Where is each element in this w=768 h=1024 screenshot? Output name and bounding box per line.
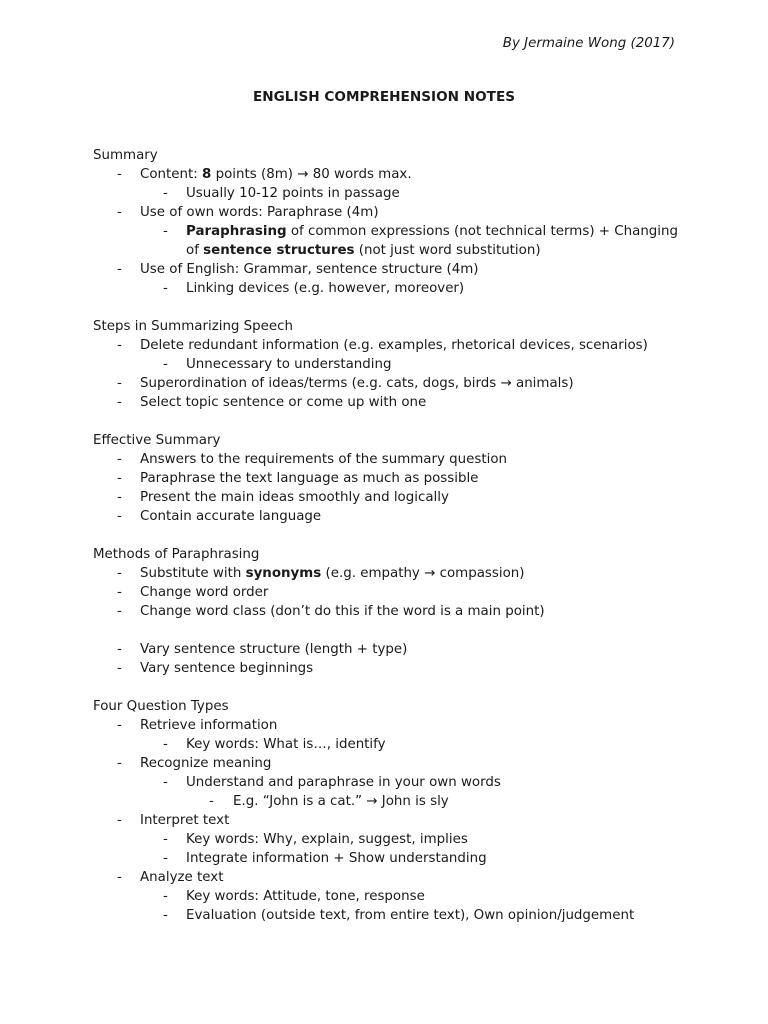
list-item: - Vary sentence structure (length + type) <box>117 642 408 657</box>
document-title: ENGLISH COMPREHENSION NOTES <box>252 89 516 105</box>
list-item: - Key words: Attitude, tone, response <box>163 889 425 904</box>
list-item: - Retrieve information <box>117 718 278 733</box>
list-item: - Substitute with synonyms (e.g. empathy → compassion) <box>117 566 525 581</box>
section-summary <box>93 146 693 298</box>
list-item: - Integrate information + Show understanding <box>163 851 487 866</box>
section-heading: Methods of Paraphrasing <box>93 547 260 562</box>
list-item: - Interpret text <box>117 813 230 828</box>
list-item: - Content: 8 points (8m) → 80 words max. <box>117 167 412 182</box>
list-item: - Key words: What is…, identify <box>163 737 386 752</box>
list-item: - Present the main ideas smoothly and logically <box>117 490 449 505</box>
list-item: - Delete redundant information (e.g. examples, rhetorical devices, scenarios) <box>117 338 648 353</box>
list-item: - Change word order <box>117 585 269 600</box>
list-item: - Recognize meaning <box>117 756 272 771</box>
section-paraphrasing <box>93 545 693 678</box>
list-item: - Analyze text <box>117 870 224 885</box>
list-item: - Use of own words: Paraphrase (4m) <box>117 205 379 220</box>
list-item: - Select topic sentence or come up with one <box>117 395 427 410</box>
section-heading: Steps in Summarizing Speech <box>93 319 294 334</box>
list-item: - Contain accurate language <box>117 509 322 524</box>
section-heading: Four Question Types <box>93 699 229 714</box>
list-item: - Understand and paraphrase in your own words <box>163 775 501 790</box>
author-line: By Jermaine Wong (2017) <box>502 36 675 51</box>
list-item: - Use of English: Grammar, sentence structure (4m) <box>117 262 479 277</box>
list-item: - Key words: Why, explain, suggest, implies <box>163 832 468 847</box>
list-item: - Superordination of ideas/terms (e.g. cats, dogs, birds → animals) <box>117 376 574 391</box>
section-heading: Effective Summary <box>93 433 221 448</box>
section-steps <box>93 317 693 412</box>
section-effective-summary <box>93 431 693 526</box>
list-item: - E.g. “John is a cat.” → John is sly <box>209 794 449 809</box>
list-item: - Usually 10-12 points in passage <box>163 186 400 201</box>
section-question-types <box>93 697 693 925</box>
section-heading: Summary <box>93 148 158 163</box>
list-item: - Change word class (don’t do this if the word is a main point) <box>117 604 545 619</box>
list-item: - Unnecessary to understanding <box>163 357 392 372</box>
list-item: - Linking devices (e.g. however, moreover) <box>163 281 465 296</box>
list-item: - Paraphrase the text language as much as possible <box>117 471 479 486</box>
list-item: - Answers to the requirements of the summary question <box>117 452 508 467</box>
list-item: - Paraphrasing of common expressions (not technical terms) + Changing of sentence structures (not just word substitution) <box>163 224 679 258</box>
notes-body <box>93 146 693 944</box>
list-item: - Evaluation (outside text, from entire text), Own opinion/judgement <box>163 908 635 923</box>
list-item: - Vary sentence beginnings <box>117 661 314 676</box>
